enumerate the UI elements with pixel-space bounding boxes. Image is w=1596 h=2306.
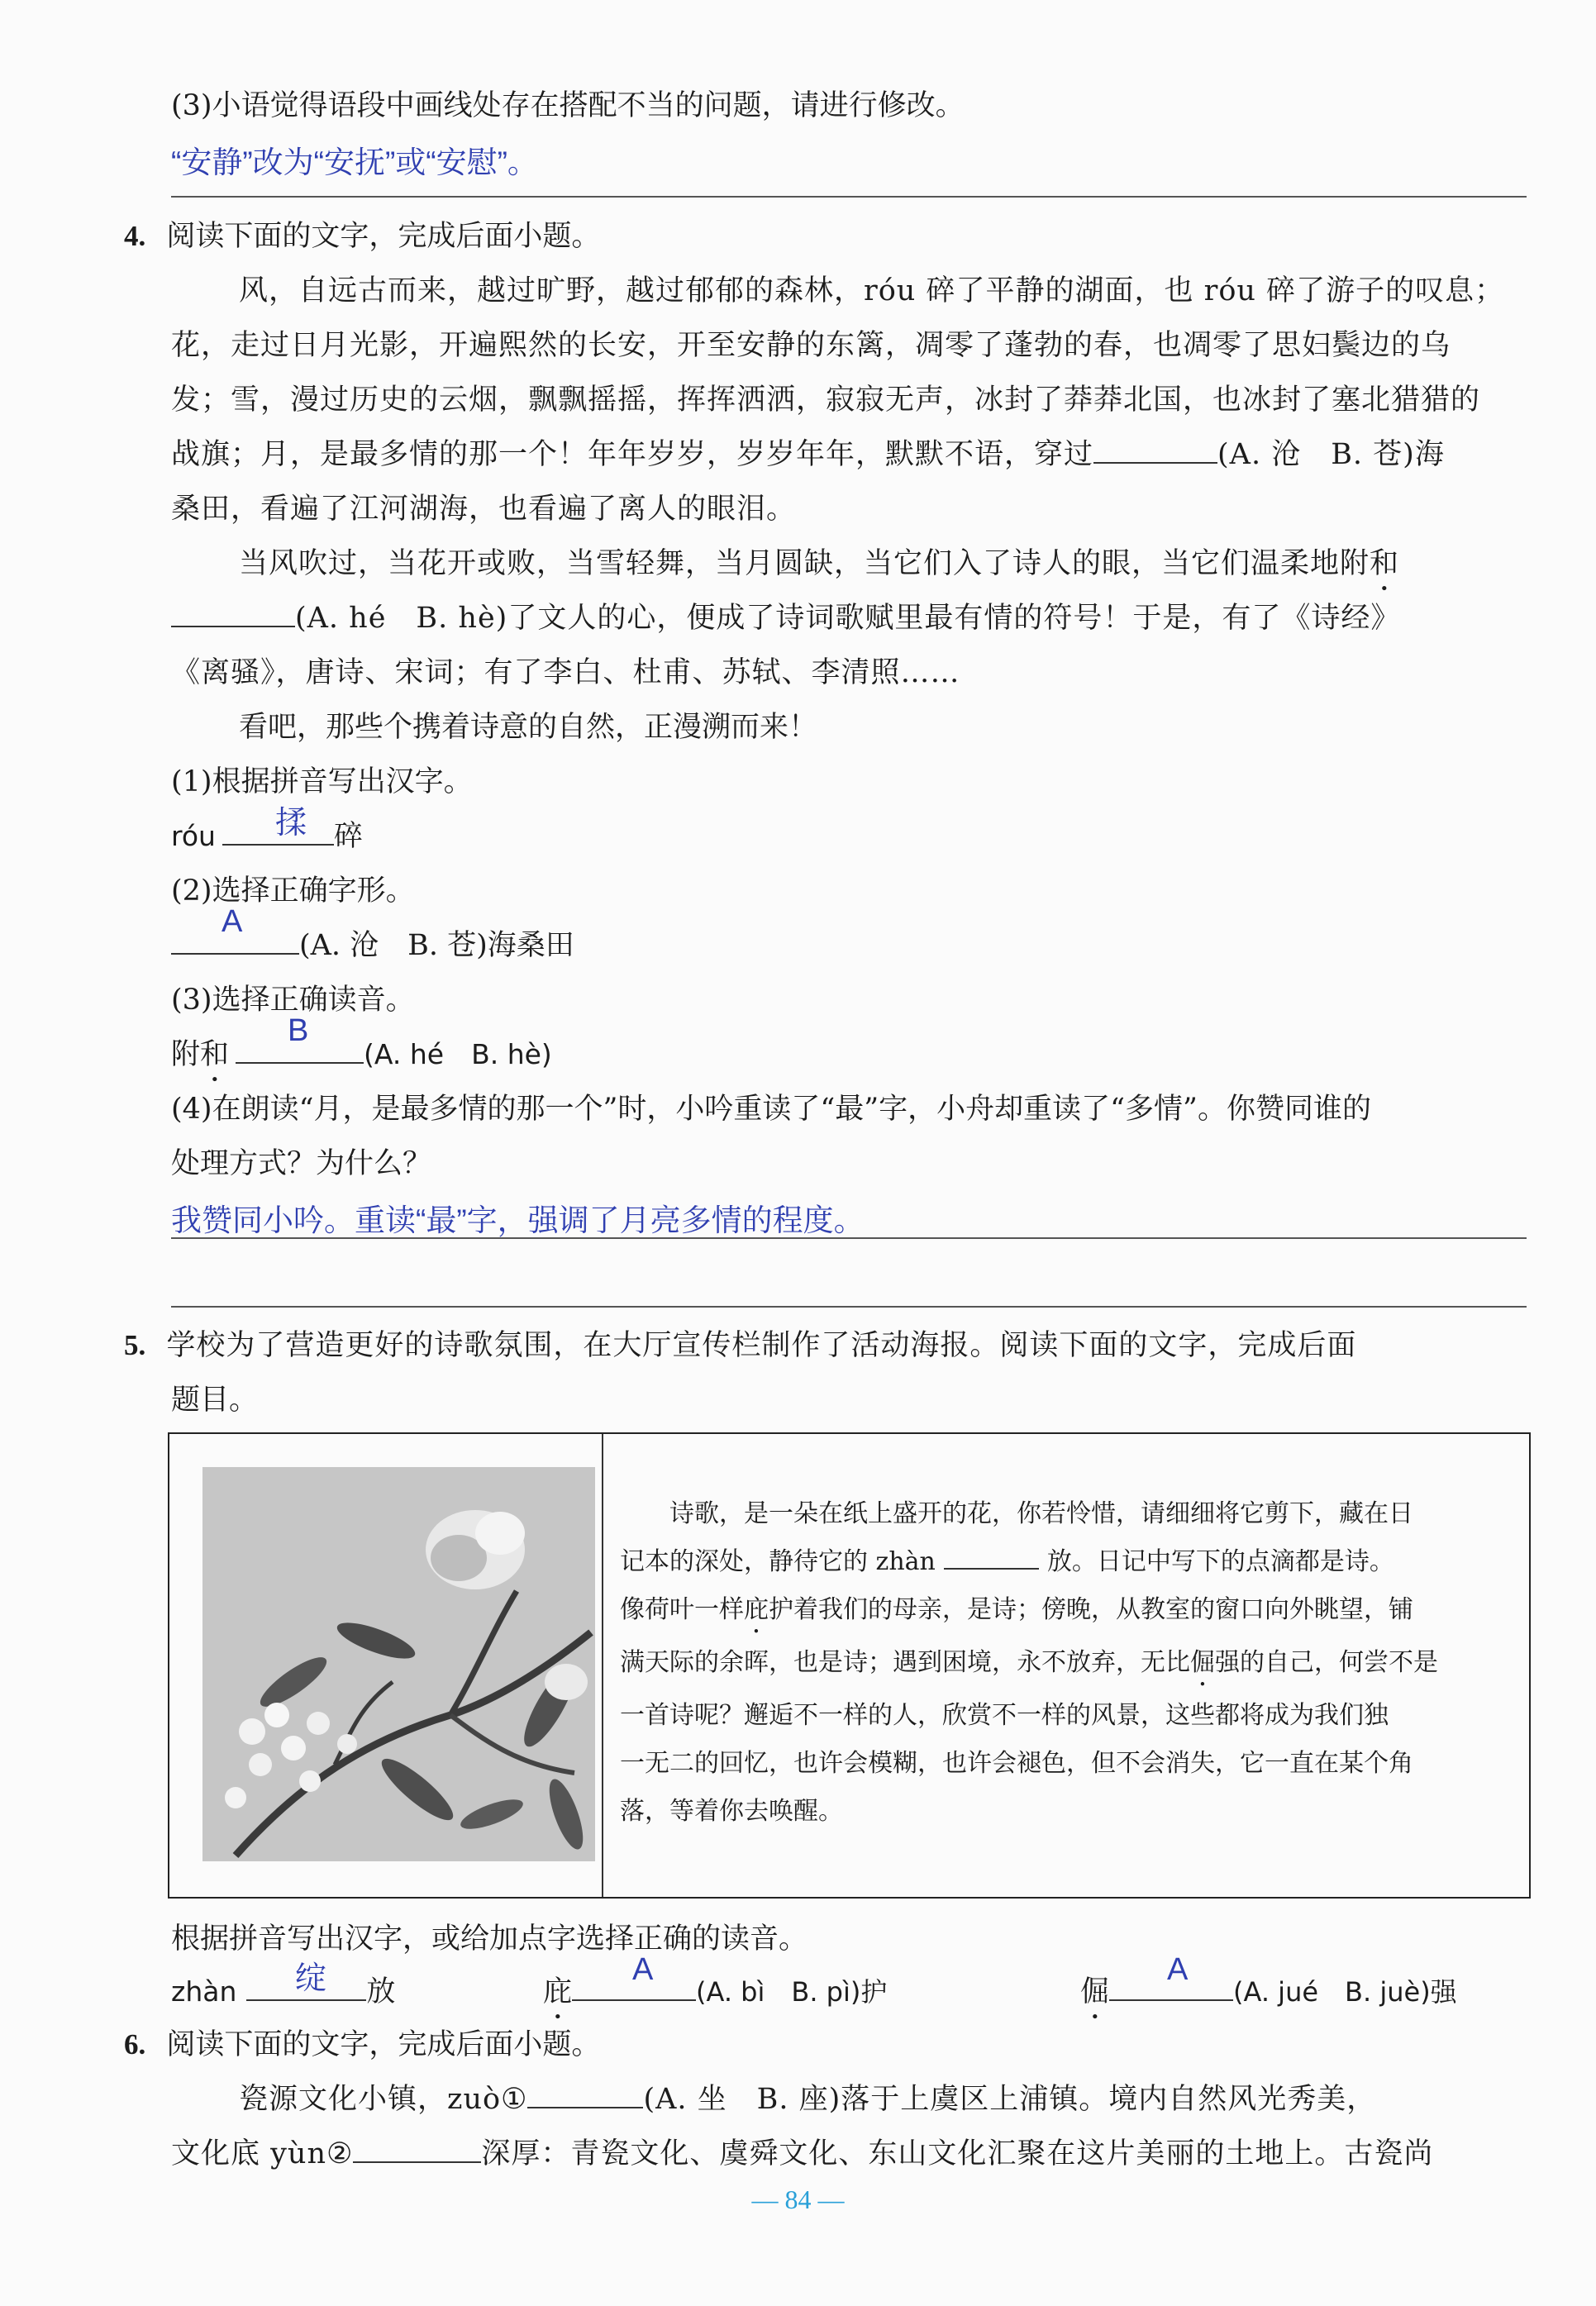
- q4-sub4-answer: 我赞同小吟。重读“最”字，强调了月亮多情的程度。: [171, 1203, 865, 1237]
- answer-blank: [171, 601, 295, 627]
- q5-task: 根据拼音写出汉字，或给加点字选择正确的读音。: [171, 1922, 808, 1956]
- q4-sub3-row: 附和 (A. hé B. hè): [171, 1038, 552, 1071]
- handwritten-answer: 绽: [295, 1961, 327, 1996]
- q4-passage-line: 发；雪，漫过历史的云烟，飘飘摇摇，挥挥洒洒，寂寂无声，冰封了莽莽北国，也冰封了塞北猎猎的: [171, 384, 1481, 417]
- q4-sub1-label: (1)根据拼音写出汉字。: [171, 765, 473, 798]
- answer-line: [171, 1306, 1527, 1308]
- q6-passage-line: 文化底 yùn② 深厚：青瓷文化、虞舜文化、东山文化汇聚在这片美丽的土地上。古瓷尚: [171, 2137, 1434, 2170]
- answer-line: [171, 196, 1527, 198]
- q3-sub3-answer: “安静”改为“安抚”或“安慰”。: [171, 145, 538, 179]
- answer-blank: [1093, 437, 1217, 464]
- flower-painting-image: [202, 1467, 595, 1861]
- q4-sub1-row: róu 碎: [171, 820, 363, 853]
- question-number: 6.: [124, 2028, 146, 2061]
- question-stem: 阅读下面的文字，完成后面小题。: [166, 220, 601, 253]
- question-number: 5.: [124, 1329, 146, 1361]
- answer-blank: [527, 2082, 643, 2108]
- page-number: — 84 —: [751, 2185, 845, 2214]
- q4-passage-line: 桑田，看遍了江河湖海，也看遍了离人的眼泪。: [171, 493, 797, 526]
- handwritten-answer: 揉: [275, 806, 307, 841]
- q4-sub2-row: (A. 沧 B. 苍)海桑田: [171, 922, 574, 964]
- handwritten-answer: B: [288, 1013, 309, 1048]
- flower-painting-svg: [202, 1467, 595, 1861]
- q4-passage-line: 战旗；月，是最多情的那一个！年年岁岁，岁岁年年，默默不语，穿过 (A. 沧 B. 苍)海: [171, 438, 1445, 471]
- q5-answer-3: 倔 (A. jué B. juè)强: [1080, 1975, 1457, 2008]
- q6-passage-line: 瓷源文化小镇，zuò① (A. 坐 B. 座)落于上虞区上浦镇。境内自然风光秀美，: [239, 2083, 1377, 2116]
- question-5-stem: 5. 学校为了营造更好的诗歌氛围，在大厅宣传栏制作了活动海报。阅读下面的文字，完成后面: [124, 1329, 1357, 1362]
- q4-passage-line: 当风吹过，当花开或败，当雪轻舞，当月圆缺，当它们入了诗人的眼，当它们温柔地附和: [239, 547, 1400, 580]
- q4-passage-line: (A. hé B. hè)了文人的心，便成了诗词歌赋里最有情的符号！于是，有了《诗经》: [171, 595, 1400, 636]
- handwritten-answer: A: [1167, 1952, 1189, 1987]
- answer-line: [171, 1237, 1527, 1239]
- q4-sub4-line: (4)在朗读“月，是最多情的那一个”时，小吟重读了“最”字，小舟却重读了“多情”。你赞同谁的: [171, 1093, 1371, 1126]
- poster-divider: [602, 1434, 603, 1897]
- q5-answer-1: zhàn 放: [171, 1975, 396, 2008]
- poster: [168, 1432, 1531, 1899]
- poster-text: 诗歌，是一朵在纸上盛开的花，你若怜惜，请细细将它剪下，藏在日 记本的深处，静待它的 zhàn 放。日记中写下的点滴都是诗。 像荷叶一样庇护着我们的母亲，是诗；傍晚，从教室的窗口向外眺望，铺 满天际的余晖，也是诗；遇到困境，永不放弃，无比倔强的自己，何尝不是 一首诗呢？邂逅不一样的人，欣赏不一样的风景，这些都将成为我们独 一无二的回忆，也许会模糊，也许会褪色，但不会消失，它一直在某个角 落，等着你去唤醒。: [620, 1499, 1438, 1826]
- answer-blank: [353, 2137, 481, 2163]
- q4-passage-line: 风，自远古而来，越过旷野，越过郁郁的森林，róu 碎了平静的湖面，也 róu 碎了游子的叹息；: [239, 274, 1505, 307]
- q3-sub3-label: (3)小语觉得语段中画线处存在搭配不当的问题，请进行修改。: [171, 89, 965, 122]
- question-number: 4.: [124, 220, 146, 252]
- handwritten-answer: A: [632, 1952, 654, 1987]
- handwritten-answer: A: [222, 904, 243, 939]
- q4-sub3-label: (3)选择正确读音。: [171, 984, 415, 1017]
- question-4-stem: [124, 213, 600, 255]
- q5-answer-2: 庇 (A. bì B. pì)护: [543, 1975, 888, 2008]
- q4-passage-line: 花，走过日月光影，开遍熙然的长安，开至安静的东篱，凋零了蓬勃的春，也凋零了思妇鬓边的乌: [171, 329, 1451, 362]
- question-6-stem: 6. 阅读下面的文字，完成后面小题。: [124, 2028, 601, 2061]
- q4-sub2-label: (2)选择正确字形。: [171, 874, 415, 908]
- q4-passage-line: 看吧，那些个携着诗意的自然，正漫溯而来！: [239, 711, 818, 744]
- emphasis-char: 和: [1370, 547, 1400, 580]
- q4-sub4-line: 处理方式？为什么？: [171, 1147, 432, 1180]
- question-5-stem-cont: 题目。: [171, 1384, 259, 1417]
- answer-blank: [944, 1548, 1039, 1570]
- q4-passage-line: 《离骚》，唐诗、宋词；有了李白、杜甫、苏轼、李清照……: [171, 656, 960, 689]
